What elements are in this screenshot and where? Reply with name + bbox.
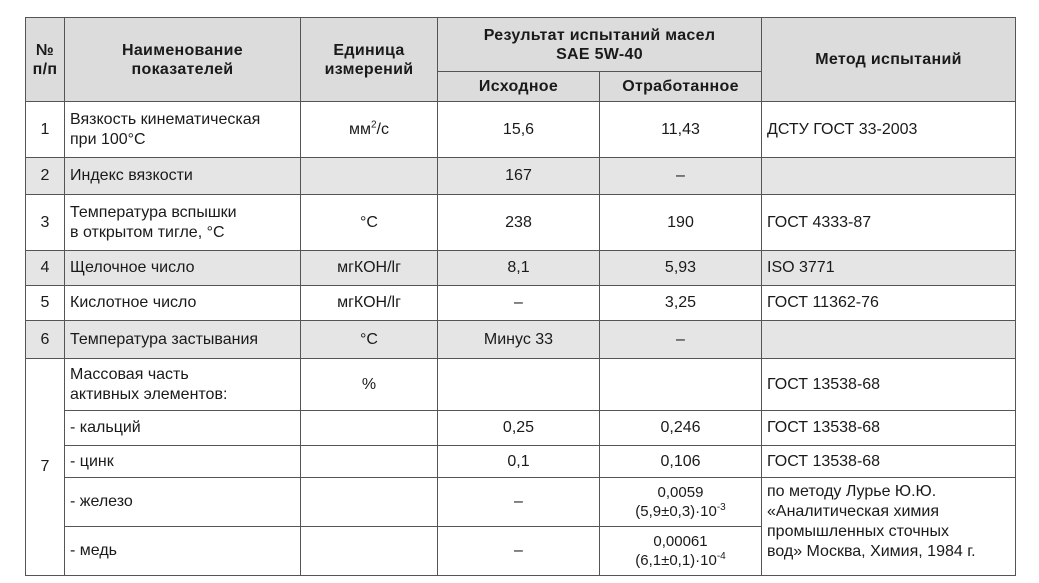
row-method: ГОСТ 11362-76 [762,286,1016,321]
table-row [26,446,1016,478]
formula-exponent: -4 [716,551,726,562]
row-indicator: Щелочное число [65,251,301,286]
used-value: 0,00061 [653,533,708,550]
row-number: 7 [26,359,65,576]
row-number: 5 [26,286,65,321]
formula-base: (5,9±0,3)·10 [635,503,717,520]
row-initial: 167 [438,158,600,195]
row-unit: °С [301,195,438,251]
row-indicator: Индекс вязкости [65,158,301,195]
unit-base: мм [348,120,371,138]
header-used: Отработанное [600,72,762,102]
row-used: 0,246 [600,411,762,446]
row-indicator: - кальций [65,411,301,446]
table-row [26,411,1016,446]
row-used: 5,93 [600,251,762,286]
row-unit [301,527,438,576]
row-unit [301,102,438,158]
row-method: ГОСТ 13538-68 [762,359,1016,411]
row-number: 6 [26,321,65,359]
row-initial: – [438,286,600,321]
used-formula [600,551,761,570]
header-test-method: Метод испытаний [762,18,1016,102]
row-initial: Минус 33 [438,321,600,359]
row-unit: °С [301,321,438,359]
row-used: 11,43 [600,102,762,158]
row-used: 190 [600,195,762,251]
row-method [762,321,1016,359]
header-number: № п/п [26,18,65,102]
row-used: – [600,321,762,359]
row-unit: мгКОН/lг [301,251,438,286]
table-row [26,251,1016,286]
row-initial: 0,25 [438,411,600,446]
unit-tail: /с [376,120,389,138]
unit-superscript: 2 [370,119,377,131]
formula-base: (6,1±0,1)·10 [635,552,717,569]
row-method: ISO 3771 [762,251,1016,286]
row-used: 0,106 [600,446,762,478]
row-unit [301,411,438,446]
row-initial: – [438,478,600,527]
row-method: ГОСТ 13538-68 [762,411,1016,446]
row-method: ГОСТ 4333-87 [762,195,1016,251]
row-indicator: - цинк [65,446,301,478]
row-initial: 0,1 [438,446,600,478]
row-indicator: Массовая часть активных элементов: [65,359,301,411]
row-initial: 238 [438,195,600,251]
header-test-results: Результат испытаний масел SAE 5W-40 [438,18,762,72]
row-used: – [600,158,762,195]
row-number: 2 [26,158,65,195]
row-used: 3,25 [600,286,762,321]
row-method: ДСТУ ГОСТ 33-2003 [762,102,1016,158]
row-indicator: Температура застывания [65,321,301,359]
table-row [26,286,1016,321]
row-indicator: Кислотное число [65,286,301,321]
table-row [26,102,1016,158]
row-indicator: Температура вспышки в открытом тигле, °С [65,195,301,251]
row-unit: % [301,359,438,411]
row-unit [301,446,438,478]
row-number: 1 [26,102,65,158]
table-row [26,478,1016,527]
row-used [600,359,762,411]
row-indicator: - медь [65,527,301,576]
used-value: 0,0059 [657,484,704,501]
row-unit [301,478,438,527]
header-initial: Исходное [438,72,600,102]
row-initial: 15,6 [438,102,600,158]
row-indicator: - железо [65,478,301,527]
row-unit: мгКОН/lг [301,286,438,321]
oil-test-results-table [25,17,1016,576]
header-indicator-name: Наименование показателей [65,18,301,102]
row-number: 4 [26,251,65,286]
row-initial: – [438,527,600,576]
table-row [26,158,1016,195]
row-number: 3 [26,195,65,251]
table-row [26,321,1016,359]
formula-exponent: -3 [716,502,726,513]
row-initial: 8,1 [438,251,600,286]
row-method-lurie: по методу Лурье Ю.Ю. «Аналитическая химия промышленных сточных вод» Москва, Химия, 1984 г. [762,478,1016,576]
row-method [762,158,1016,195]
row-indicator: Вязкость кинематическая при 100°С [65,102,301,158]
header-unit: Единица измерений [301,18,438,102]
table-row [26,359,1016,411]
row-used [600,527,762,576]
row-initial [438,359,600,411]
used-formula [600,502,761,521]
row-method: ГОСТ 13538-68 [762,446,1016,478]
row-used [600,478,762,527]
table-row [26,195,1016,251]
row-unit [301,158,438,195]
